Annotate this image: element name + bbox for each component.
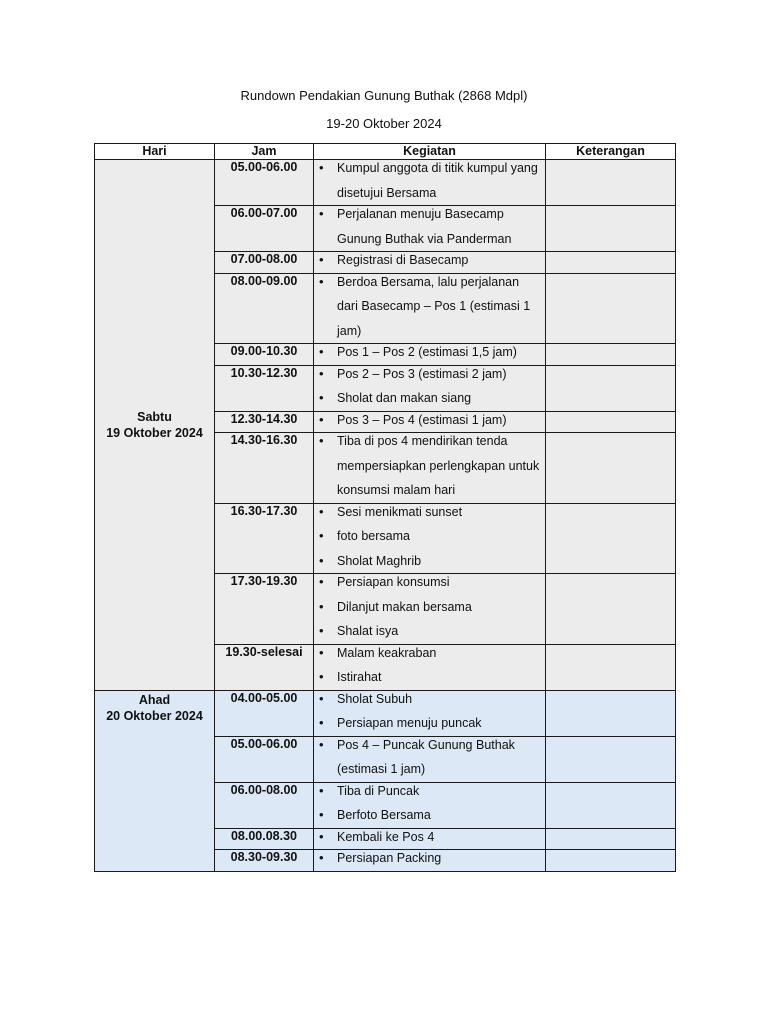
activity-list bbox=[314, 500, 545, 574]
activity-item: • Malam keakraban bbox=[314, 641, 545, 666]
table-row bbox=[95, 160, 676, 206]
time-cell: 05.00-06.00 bbox=[215, 160, 314, 206]
day-cell bbox=[95, 160, 215, 691]
time-cell: 07.00-08.00 bbox=[215, 252, 314, 274]
time-cell: 14.30-16.30 bbox=[215, 433, 314, 504]
activity-cell bbox=[314, 160, 546, 206]
remarks-cell bbox=[546, 273, 676, 344]
table-row bbox=[95, 690, 676, 736]
activity-cell bbox=[314, 503, 546, 574]
activity-item: • Pos 1 – Pos 2 (estimasi 1,5 jam) bbox=[314, 340, 545, 365]
activity-item: • Persiapan Packing bbox=[314, 846, 545, 871]
time-cell: 08.00.08.30 bbox=[215, 828, 314, 850]
remarks-cell bbox=[546, 574, 676, 645]
activity-item: • Sholat dan makan siang bbox=[314, 386, 545, 411]
time-cell: 08.00-09.00 bbox=[215, 273, 314, 344]
activity-list bbox=[314, 687, 545, 736]
day-date: 19 Oktober 2024 bbox=[106, 425, 203, 440]
activity-item: • Persiapan menuju puncak bbox=[314, 711, 545, 736]
time-cell: 17.30-19.30 bbox=[215, 574, 314, 645]
remarks-cell bbox=[546, 160, 676, 206]
activity-item: • Tiba di pos 4 mendirikan tenda mempersiapkan perlengkapan untuk konsumsi malam hari bbox=[314, 429, 545, 503]
activity-list bbox=[314, 362, 545, 411]
day-date: 20 Oktober 2024 bbox=[106, 708, 203, 723]
activity-cell bbox=[314, 690, 546, 736]
activity-cell bbox=[314, 273, 546, 344]
activity-item: • Dilanjut makan bersama bbox=[314, 595, 545, 620]
activity-cell bbox=[314, 433, 546, 504]
activity-item: • Perjalanan menuju Basecamp Gunung Buthak via Panderman bbox=[314, 202, 545, 251]
activity-item: • Berdoa Bersama, lalu perjalanan dari Basecamp – Pos 1 (estimasi 1 jam) bbox=[314, 270, 545, 344]
activity-cell bbox=[314, 644, 546, 690]
activity-list bbox=[314, 570, 545, 644]
activity-list bbox=[314, 270, 545, 344]
activity-item: • Sesi menikmati sunset bbox=[314, 500, 545, 525]
activity-list bbox=[314, 641, 545, 690]
activity-list bbox=[314, 779, 545, 828]
activity-item: • Persiapan konsumsi bbox=[314, 570, 545, 595]
remarks-cell bbox=[546, 828, 676, 850]
remarks-cell bbox=[546, 411, 676, 433]
remarks-cell bbox=[546, 365, 676, 411]
activity-list bbox=[314, 733, 545, 782]
activity-cell bbox=[314, 206, 546, 252]
activity-list bbox=[314, 846, 545, 871]
activity-item: • Shalat isya bbox=[314, 619, 545, 644]
activity-item: • Berfoto Bersama bbox=[314, 803, 545, 828]
activity-cell bbox=[314, 782, 546, 828]
remarks-cell bbox=[546, 736, 676, 782]
activity-item: • Pos 4 – Puncak Gunung Buthak (estimasi 1 jam) bbox=[314, 733, 545, 782]
remarks-cell bbox=[546, 644, 676, 690]
header-keterangan: Keterangan bbox=[546, 144, 676, 160]
remarks-cell bbox=[546, 850, 676, 872]
remarks-cell bbox=[546, 690, 676, 736]
activity-list bbox=[314, 429, 545, 503]
remarks-cell bbox=[546, 782, 676, 828]
time-cell: 04.00-05.00 bbox=[215, 690, 314, 736]
time-cell: 19.30-selesai bbox=[215, 644, 314, 690]
activity-item: • Istirahat bbox=[314, 665, 545, 690]
remarks-cell bbox=[546, 344, 676, 366]
activity-cell bbox=[314, 365, 546, 411]
remarks-cell bbox=[546, 252, 676, 274]
header-hari: Hari bbox=[95, 144, 215, 160]
activity-item: • Pos 3 – Pos 4 (estimasi 1 jam) bbox=[314, 408, 545, 433]
time-cell: 09.00-10.30 bbox=[215, 344, 314, 366]
document-subtitle: 19-20 Oktober 2024 bbox=[326, 116, 442, 131]
activity-cell bbox=[314, 574, 546, 645]
activity-item: • Pos 2 – Pos 3 (estimasi 2 jam) bbox=[314, 362, 545, 387]
activity-item: • Sholat Maghrib bbox=[314, 549, 545, 574]
rundown-table bbox=[94, 143, 676, 872]
activity-list bbox=[314, 202, 545, 251]
activity-list bbox=[314, 156, 545, 205]
remarks-cell bbox=[546, 206, 676, 252]
time-cell: 16.30-17.30 bbox=[215, 503, 314, 574]
time-cell: 08.30-09.30 bbox=[215, 850, 314, 872]
time-cell: 10.30-12.30 bbox=[215, 365, 314, 411]
time-cell: 06.00-07.00 bbox=[215, 206, 314, 252]
header-jam: Jam bbox=[215, 144, 314, 160]
day-name: Ahad bbox=[138, 692, 171, 707]
activity-item: • Kumpul anggota di titik kumpul yang disetujui Bersama bbox=[314, 156, 545, 205]
time-cell: 12.30-14.30 bbox=[215, 411, 314, 433]
activity-item: • Registrasi di Basecamp bbox=[314, 248, 545, 273]
time-cell: 06.00-08.00 bbox=[215, 782, 314, 828]
activity-cell bbox=[314, 736, 546, 782]
header-kegiatan: Kegiatan bbox=[314, 144, 546, 160]
remarks-cell bbox=[546, 433, 676, 504]
activity-item: • Kembali ke Pos 4 bbox=[314, 825, 545, 850]
table-body bbox=[95, 160, 676, 872]
activity-item: • foto bersama bbox=[314, 524, 545, 549]
remarks-cell bbox=[546, 503, 676, 574]
time-cell: 05.00-06.00 bbox=[215, 736, 314, 782]
day-cell bbox=[95, 690, 215, 871]
day-name: Sabtu bbox=[137, 409, 172, 424]
activity-item: • Tiba di Puncak bbox=[314, 779, 545, 804]
activity-item: • Sholat Subuh bbox=[314, 687, 545, 712]
activity-cell bbox=[314, 850, 546, 872]
document-title: Rundown Pendakian Gunung Buthak (2868 Mdpl) bbox=[240, 88, 528, 103]
